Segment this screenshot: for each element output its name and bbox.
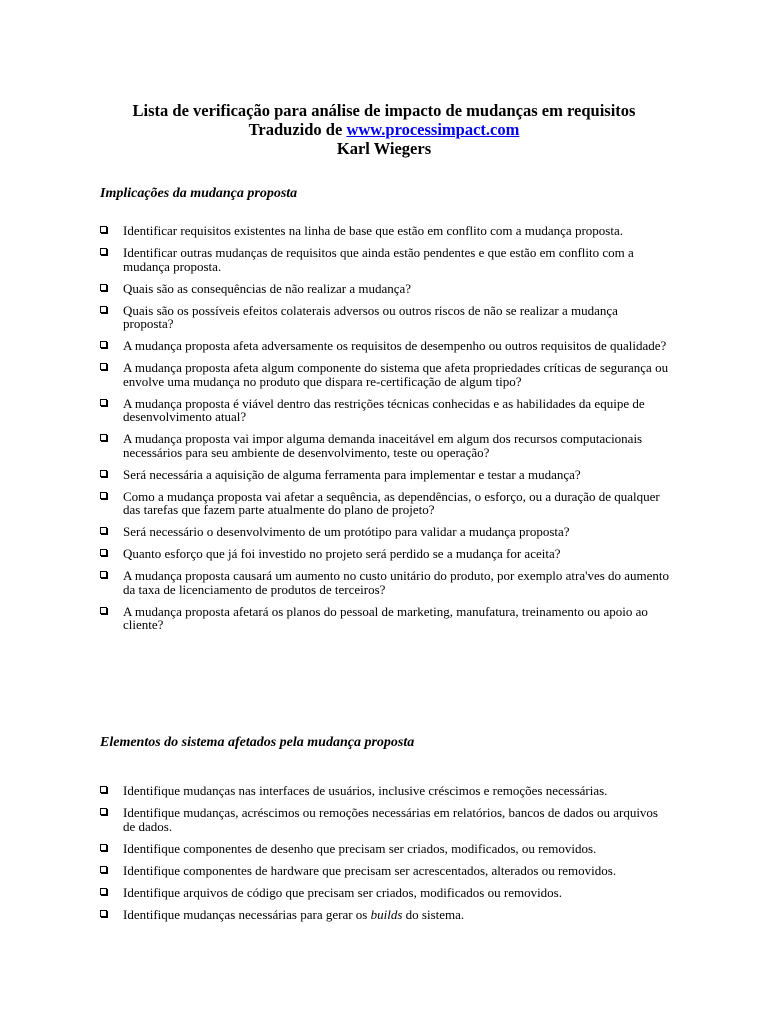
- checkbox-bullet-icon: [100, 226, 107, 233]
- list-item: Será necessário o desenvolvimento de um protótipo para validar a mudança proposta?: [100, 525, 670, 539]
- list-item: Identifique mudanças, acréscimos ou remoções necessárias em relatórios, bancos de dados ou arquivos de dados.: [100, 806, 670, 833]
- list-item: Será necessária a aquisição de alguma ferramenta para implementar e testar a mudança?: [100, 468, 670, 482]
- checkbox-bullet-icon: [100, 527, 107, 534]
- checkbox-bullet-icon: [100, 808, 107, 815]
- processimpact-link[interactable]: www.processimpact.com: [346, 120, 520, 139]
- list-item: Identifique mudanças nas interfaces de usuários, inclusive créscimos e remoções necessárias.: [100, 784, 670, 798]
- checkbox-bullet-icon: [100, 910, 107, 917]
- section-title-implications: Implicações da mudança proposta: [100, 186, 298, 201]
- checkbox-bullet-icon: [100, 866, 107, 873]
- list-item: A mudança proposta afeta adversamente os requisitos de desempenho ou outros requisitos de qualidade?: [100, 339, 670, 353]
- checkbox-bullet-icon: [100, 341, 107, 348]
- list-item: Quais são as consequências de não realizar a mudança?: [100, 282, 670, 296]
- checkbox-bullet-icon: [100, 399, 107, 406]
- list-item: A mudança proposta é viável dentro das restrições técnicas conhecidas e as habilidades da equipe de desenvolvimento atual?: [100, 397, 670, 424]
- section-title-affected-elements: Elementos do sistema afetados pela mudança proposta: [100, 735, 415, 750]
- list-item: Como a mudança proposta vai afetar a sequência, as dependências, o esforço, ou a duração de qualquer das tarefas que fazem parte atualmente do plano de projeto?: [100, 490, 670, 517]
- checkbox-bullet-icon: [100, 306, 107, 313]
- checkbox-bullet-icon: [100, 607, 107, 614]
- checkbox-bullet-icon: [100, 284, 107, 291]
- list-item: Quais são os possíveis efeitos colaterais adversos ou outros riscos de não se realizar a mudança proposta?: [100, 304, 670, 331]
- list-item: A mudança proposta afetará os planos do pessoal de marketing, manufatura, treinamento ou apoio ao cliente?: [100, 605, 670, 632]
- translation-prefix: Traduzido de: [248, 120, 347, 139]
- list-item: A mudança proposta causará um aumento no custo unitário do produto, por exemplo atra'ves do aumento da taxa de licenciamento de produtos de terceiros?: [100, 569, 670, 596]
- checkbox-bullet-icon: [100, 492, 107, 499]
- checkbox-bullet-icon: [100, 248, 107, 255]
- implications-list: [100, 224, 670, 640]
- list-item: Identificar outras mudanças de requisitos que ainda estão pendentes e que estão em conflito com a mudança proposta.: [100, 246, 670, 273]
- list-item: Identifique componentes de desenho que precisam ser criados, modificados, ou removidos.: [100, 842, 670, 856]
- list-item: A mudança proposta afeta algum componente do sistema que afeta propriedades críticas de segurança ou envolve uma mudança no produto que dispara re-certificação de algum tipo?: [100, 361, 670, 388]
- checkbox-bullet-icon: [100, 549, 107, 556]
- list-item: A mudança proposta vai impor alguma demanda inaceitável em algum dos recursos computacionais necessários para seu ambiente de desenvolvimento, teste ou operação?: [100, 432, 670, 459]
- translation-credit: [0, 120, 768, 139]
- list-item: Quanto esforço que já foi investido no projeto será perdido se a mudança for aceita?: [100, 547, 670, 561]
- document-header: [0, 101, 768, 158]
- checkbox-bullet-icon: [100, 363, 107, 370]
- builds-item-text: Identifique mudanças necessárias para gerar os builds do sistema.: [123, 906, 465, 922]
- list-item: Identifique componentes de hardware que precisam ser acrescentados, alterados ou removidos.: [100, 864, 670, 878]
- affected-elements-list: [100, 784, 670, 930]
- list-item: Identifique arquivos de código que precisam ser criados, modificados ou removidos.: [100, 886, 670, 900]
- builds-term: builds: [370, 906, 403, 922]
- checkbox-bullet-icon: [100, 786, 107, 793]
- checkbox-bullet-icon: [100, 470, 107, 477]
- checkbox-bullet-icon: [100, 888, 107, 895]
- list-item: Identificar requisitos existentes na linha de base que estão em conflito com a mudança proposta.: [100, 224, 670, 238]
- checkbox-bullet-icon: [100, 434, 107, 441]
- document-title: Lista de verificação para análise de impacto de mudanças em requisitos: [132, 101, 636, 120]
- list-item: [100, 908, 670, 922]
- author-name: Karl Wiegers: [336, 139, 432, 158]
- checkbox-bullet-icon: [100, 844, 107, 851]
- checkbox-bullet-icon: [100, 571, 107, 578]
